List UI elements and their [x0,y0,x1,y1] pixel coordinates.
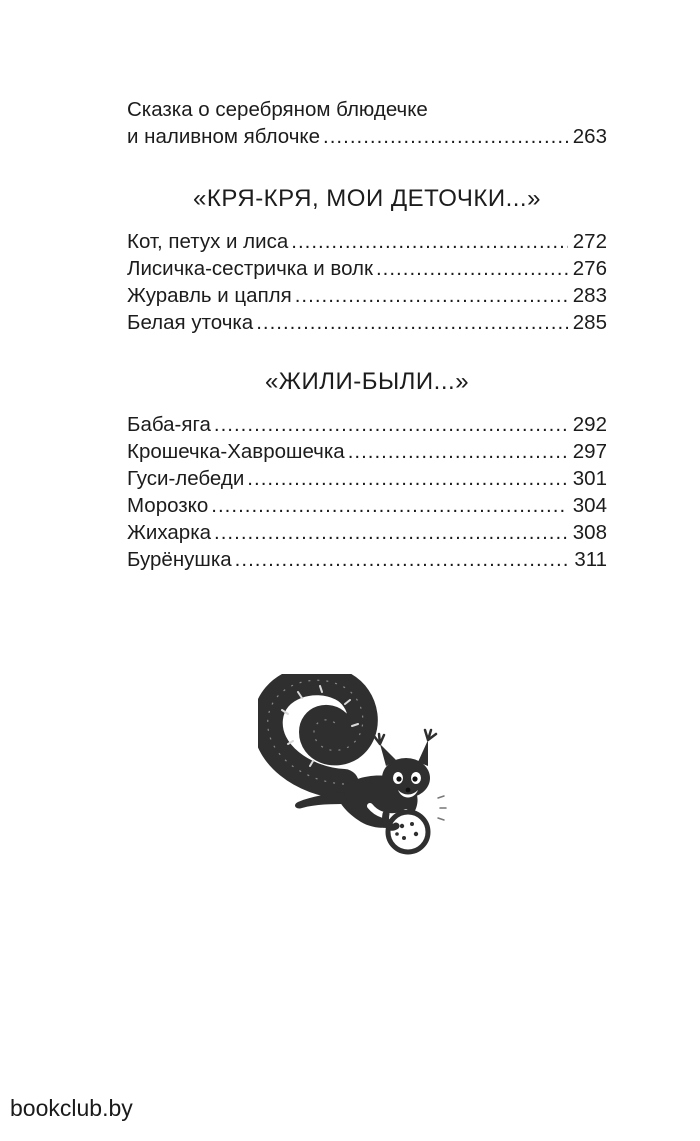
toc-entry-page: 276 [572,257,607,280]
toc-entry-title: Крошечка-Хаврошечка [127,440,345,463]
dot-leader [323,123,568,150]
toc-entry-page: 292 [572,413,607,436]
dot-leader [214,519,568,546]
dot-leader [376,255,568,282]
section-heading: «КРЯ-КРЯ, МОИ ДЕТОЧКИ...» [193,185,541,212]
toc-entry [127,255,607,282]
dot-leader [211,492,568,519]
toc-entry-title: Журавль и цапля [127,284,292,307]
squirrel-icon [258,674,448,879]
section-entries [127,411,607,573]
toc-entry-page: 297 [572,440,607,463]
toc-entry-title: Белая уточка [127,311,254,334]
dot-leader [291,228,568,255]
toc-entry-page: 283 [572,284,607,307]
toc-entry [127,492,607,519]
toc-entry [127,519,607,546]
toc-entry-page: 285 [572,311,607,334]
toc-entry-page: 272 [572,230,607,253]
toc-entry-page: 263 [572,125,607,148]
toc-entry-title: и наливном яблочке [127,125,321,148]
toc-entry [127,438,607,465]
toc-entry-title: Кот, петух и лиса [127,230,289,253]
toc-entry [127,411,607,438]
toc-entry-title: Жихарка [127,521,212,544]
toc-entry-page: 308 [572,521,607,544]
toc-entry-line2 [127,123,607,150]
watermark: bookclub.by [10,1095,133,1121]
toc-entry-page: 304 [572,494,607,517]
toc-entry-title: Лисичка-сестричка и волк [127,257,373,280]
section-entries [127,228,607,336]
section-heading: «ЖИЛИ-БЫЛИ...» [264,368,470,395]
toc-entry-title: Баба-яга [127,413,211,436]
toc-entry [127,309,607,336]
dot-leader [295,282,568,309]
toc-entry-page: 301 [572,467,607,490]
toc-entry-title-line1: Сказка о серебряном блюдечке [127,98,428,121]
dot-leader [214,411,568,438]
toc-entry-title: Морозко [127,494,209,517]
toc-entry-title: Гуси-лебеди [127,467,245,490]
toc-entry-title: Бурёнушка [127,548,232,571]
toc-entry-page: 311 [574,548,607,571]
dot-leader [247,465,567,492]
dot-leader [348,438,568,465]
toc-entry [127,228,607,255]
toc-entry [127,465,607,492]
table-of-contents [127,96,607,573]
toc-entry [127,96,607,150]
toc-entry [127,282,607,309]
dot-leader [235,546,570,573]
dot-leader [256,309,568,336]
toc-entry [127,546,607,573]
